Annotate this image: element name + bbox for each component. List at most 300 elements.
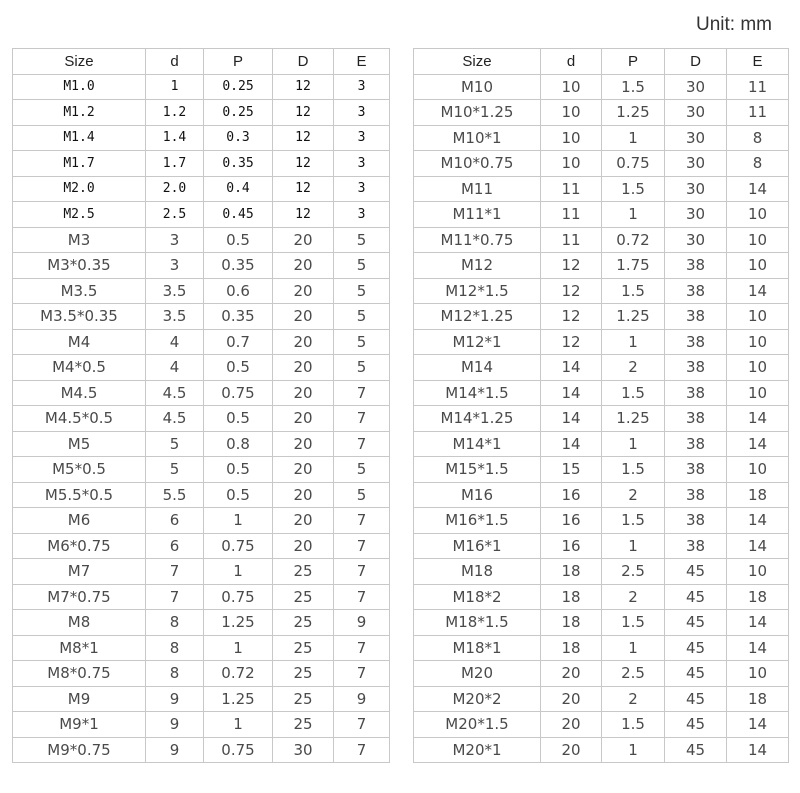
cell-size: M9 (13, 686, 146, 712)
unit-label: Unit: mm (696, 14, 772, 35)
cell-pitch: 0.25 (204, 100, 273, 126)
cell-pitch: 2 (602, 482, 665, 508)
table-row (414, 125, 789, 151)
cell-outer-diameter: 30 (665, 125, 727, 151)
cell-pitch: 1.5 (602, 457, 665, 483)
cell-d: 5.5 (146, 482, 204, 508)
cell-outer-diameter: 38 (665, 457, 727, 483)
cell-d: 4 (146, 329, 204, 355)
cell-d: 10 (541, 74, 602, 100)
cell-outer-diameter: 45 (665, 635, 727, 661)
cell-d: 3 (146, 253, 204, 279)
cell-d: 10 (541, 125, 602, 151)
cell-d: 3 (146, 227, 204, 253)
cell-e: 14 (727, 610, 789, 636)
table-row (414, 686, 789, 712)
header-outer-diameter: D (273, 49, 334, 75)
cell-e: 3 (334, 100, 390, 126)
cell-pitch: 0.5 (204, 227, 273, 253)
table-row (13, 304, 390, 330)
cell-outer-diameter: 12 (273, 176, 334, 202)
cell-size: M18*1.5 (414, 610, 541, 636)
cell-pitch: 1.25 (602, 406, 665, 432)
cell-d: 2.0 (146, 176, 204, 202)
cell-d: 15 (541, 457, 602, 483)
cell-outer-diameter: 30 (665, 202, 727, 228)
table-row (414, 508, 789, 534)
cell-outer-diameter: 25 (273, 661, 334, 687)
table-row (414, 661, 789, 687)
table-row (414, 457, 789, 483)
cell-outer-diameter: 45 (665, 661, 727, 687)
cell-d: 9 (146, 712, 204, 738)
cell-size: M12*1.25 (414, 304, 541, 330)
header-e: E (334, 49, 390, 75)
cell-d: 10 (541, 100, 602, 126)
table-row (414, 278, 789, 304)
thread-spec-table-left (12, 48, 390, 763)
cell-e: 5 (334, 304, 390, 330)
table-row (13, 380, 390, 406)
cell-d: 11 (541, 227, 602, 253)
cell-pitch: 1 (602, 202, 665, 228)
cell-d: 8 (146, 610, 204, 636)
cell-pitch: 0.7 (204, 329, 273, 355)
cell-size: M10*0.75 (414, 151, 541, 177)
cell-e: 7 (334, 380, 390, 406)
cell-outer-diameter: 20 (273, 533, 334, 559)
cell-pitch: 1.5 (602, 610, 665, 636)
table-row (13, 227, 390, 253)
cell-size: M11*0.75 (414, 227, 541, 253)
cell-e: 10 (727, 227, 789, 253)
cell-d: 4.5 (146, 406, 204, 432)
cell-pitch: 0.6 (204, 278, 273, 304)
cell-size: M10 (414, 74, 541, 100)
cell-pitch: 0.35 (204, 304, 273, 330)
cell-e: 7 (334, 508, 390, 534)
cell-outer-diameter: 30 (273, 737, 334, 763)
cell-d: 11 (541, 176, 602, 202)
cell-e: 3 (334, 202, 390, 228)
cell-d: 8 (146, 635, 204, 661)
cell-size: M3.5 (13, 278, 146, 304)
cell-size: M2.5 (13, 202, 146, 228)
cell-e: 14 (727, 635, 789, 661)
table-row (13, 737, 390, 763)
cell-outer-diameter: 25 (273, 712, 334, 738)
cell-pitch: 1.75 (602, 253, 665, 279)
cell-size: M1.2 (13, 100, 146, 126)
cell-outer-diameter: 38 (665, 355, 727, 381)
cell-e: 3 (334, 125, 390, 151)
cell-d: 5 (146, 431, 204, 457)
cell-e: 7 (334, 737, 390, 763)
cell-outer-diameter: 20 (273, 355, 334, 381)
cell-pitch: 1.5 (602, 380, 665, 406)
cell-e: 3 (334, 151, 390, 177)
cell-pitch: 1 (602, 431, 665, 457)
table-row (414, 304, 789, 330)
cell-e: 10 (727, 559, 789, 585)
cell-outer-diameter: 38 (665, 329, 727, 355)
cell-size: M10*1 (414, 125, 541, 151)
table-row (13, 661, 390, 687)
cell-size: M4.5 (13, 380, 146, 406)
table-row (414, 151, 789, 177)
table-row (414, 253, 789, 279)
cell-d: 20 (541, 737, 602, 763)
cell-pitch: 0.8 (204, 431, 273, 457)
cell-pitch: 0.4 (204, 176, 273, 202)
cell-size: M16 (414, 482, 541, 508)
cell-e: 7 (334, 584, 390, 610)
cell-pitch: 1.25 (204, 686, 273, 712)
cell-outer-diameter: 38 (665, 406, 727, 432)
cell-outer-diameter: 20 (273, 253, 334, 279)
cell-outer-diameter: 25 (273, 686, 334, 712)
table-row (13, 533, 390, 559)
table-row (414, 712, 789, 738)
cell-outer-diameter: 45 (665, 559, 727, 585)
cell-e: 7 (334, 712, 390, 738)
cell-pitch: 1 (602, 329, 665, 355)
table-row (13, 74, 390, 100)
cell-size: M7*0.75 (13, 584, 146, 610)
cell-size: M5 (13, 431, 146, 457)
cell-outer-diameter: 12 (273, 125, 334, 151)
cell-e: 5 (334, 227, 390, 253)
cell-outer-diameter: 20 (273, 227, 334, 253)
cell-e: 10 (727, 304, 789, 330)
cell-e: 7 (334, 635, 390, 661)
header-pitch: P (204, 49, 273, 75)
cell-pitch: 0.75 (204, 584, 273, 610)
cell-d: 20 (541, 712, 602, 738)
cell-pitch: 0.5 (204, 482, 273, 508)
cell-e: 7 (334, 533, 390, 559)
cell-outer-diameter: 38 (665, 431, 727, 457)
cell-pitch: 2.5 (602, 661, 665, 687)
cell-outer-diameter: 20 (273, 380, 334, 406)
cell-outer-diameter: 38 (665, 278, 727, 304)
cell-e: 14 (727, 431, 789, 457)
cell-outer-diameter: 45 (665, 737, 727, 763)
cell-e: 10 (727, 457, 789, 483)
table-row (13, 482, 390, 508)
cell-d: 18 (541, 635, 602, 661)
header-row (414, 49, 789, 75)
cell-pitch: 2 (602, 686, 665, 712)
cell-outer-diameter: 20 (273, 329, 334, 355)
cell-size: M8*0.75 (13, 661, 146, 687)
table-row (414, 559, 789, 585)
cell-d: 9 (146, 686, 204, 712)
cell-e: 14 (727, 712, 789, 738)
cell-d: 6 (146, 533, 204, 559)
cell-pitch: 1 (204, 508, 273, 534)
cell-outer-diameter: 45 (665, 610, 727, 636)
cell-e: 14 (727, 176, 789, 202)
cell-d: 20 (541, 661, 602, 687)
cell-e: 18 (727, 686, 789, 712)
cell-outer-diameter: 38 (665, 253, 727, 279)
cell-d: 6 (146, 508, 204, 534)
cell-outer-diameter: 12 (273, 74, 334, 100)
cell-e: 14 (727, 737, 789, 763)
cell-size: M3*0.35 (13, 253, 146, 279)
table-row (414, 406, 789, 432)
cell-e: 10 (727, 253, 789, 279)
cell-outer-diameter: 20 (273, 508, 334, 534)
cell-pitch: 2.5 (602, 559, 665, 585)
table-row (13, 406, 390, 432)
cell-e: 10 (727, 329, 789, 355)
cell-outer-diameter: 12 (273, 202, 334, 228)
table-row (13, 100, 390, 126)
cell-pitch: 0.35 (204, 253, 273, 279)
table-row (414, 737, 789, 763)
cell-outer-diameter: 30 (665, 227, 727, 253)
cell-outer-diameter: 30 (665, 151, 727, 177)
cell-e: 14 (727, 406, 789, 432)
cell-e: 18 (727, 584, 789, 610)
header-row (13, 49, 390, 75)
cell-e: 5 (334, 253, 390, 279)
table-row (414, 329, 789, 355)
cell-d: 10 (541, 151, 602, 177)
table-row (13, 635, 390, 661)
cell-e: 10 (727, 355, 789, 381)
cell-e: 5 (334, 457, 390, 483)
thread-spec-table-right (413, 48, 789, 763)
cell-e: 8 (727, 151, 789, 177)
cell-d: 2.5 (146, 202, 204, 228)
cell-size: M10*1.25 (414, 100, 541, 126)
cell-pitch: 0.75 (204, 380, 273, 406)
cell-size: M1.4 (13, 125, 146, 151)
cell-e: 3 (334, 74, 390, 100)
cell-size: M12*1 (414, 329, 541, 355)
cell-pitch: 1 (204, 635, 273, 661)
cell-d: 1.4 (146, 125, 204, 151)
cell-pitch: 0.72 (204, 661, 273, 687)
cell-pitch: 0.75 (204, 737, 273, 763)
cell-size: M6*0.75 (13, 533, 146, 559)
cell-e: 9 (334, 610, 390, 636)
cell-d: 12 (541, 278, 602, 304)
cell-d: 16 (541, 482, 602, 508)
cell-e: 10 (727, 202, 789, 228)
cell-d: 12 (541, 304, 602, 330)
table-row (13, 508, 390, 534)
cell-d: 5 (146, 457, 204, 483)
cell-d: 7 (146, 584, 204, 610)
cell-pitch: 1.25 (602, 100, 665, 126)
cell-pitch: 0.3 (204, 125, 273, 151)
cell-size: M18 (414, 559, 541, 585)
cell-pitch: 1 (204, 712, 273, 738)
cell-size: M20*2 (414, 686, 541, 712)
cell-e: 14 (727, 508, 789, 534)
table-row (414, 176, 789, 202)
cell-size: M9*0.75 (13, 737, 146, 763)
table-row (414, 533, 789, 559)
table-row (13, 559, 390, 585)
cell-d: 16 (541, 508, 602, 534)
cell-size: M15*1.5 (414, 457, 541, 483)
cell-d: 11 (541, 202, 602, 228)
table-row (13, 176, 390, 202)
cell-e: 11 (727, 74, 789, 100)
table-row (414, 202, 789, 228)
cell-e: 7 (334, 661, 390, 687)
table-row (414, 431, 789, 457)
cell-size: M4 (13, 329, 146, 355)
cell-outer-diameter: 30 (665, 100, 727, 126)
cell-size: M11 (414, 176, 541, 202)
cell-e: 10 (727, 661, 789, 687)
header-size: Size (414, 49, 541, 75)
cell-size: M4*0.5 (13, 355, 146, 381)
cell-d: 3.5 (146, 278, 204, 304)
cell-pitch: 1.5 (602, 712, 665, 738)
table-row (13, 202, 390, 228)
table-row (13, 712, 390, 738)
cell-e: 7 (334, 431, 390, 457)
cell-pitch: 1.5 (602, 278, 665, 304)
cell-d: 4.5 (146, 380, 204, 406)
cell-size: M12 (414, 253, 541, 279)
cell-d: 1.7 (146, 151, 204, 177)
table-row (13, 151, 390, 177)
cell-pitch: 1.5 (602, 508, 665, 534)
cell-pitch: 1 (204, 559, 273, 585)
cell-outer-diameter: 25 (273, 559, 334, 585)
cell-outer-diameter: 25 (273, 635, 334, 661)
cell-d: 14 (541, 380, 602, 406)
cell-d: 14 (541, 406, 602, 432)
cell-d: 7 (146, 559, 204, 585)
table-row (13, 457, 390, 483)
cell-e: 5 (334, 355, 390, 381)
cell-pitch: 0.5 (204, 457, 273, 483)
cell-size: M14*1.25 (414, 406, 541, 432)
cell-size: M16*1 (414, 533, 541, 559)
cell-size: M2.0 (13, 176, 146, 202)
cell-outer-diameter: 45 (665, 686, 727, 712)
cell-d: 14 (541, 355, 602, 381)
cell-outer-diameter: 45 (665, 712, 727, 738)
cell-size: M5*0.5 (13, 457, 146, 483)
cell-size: M20*1 (414, 737, 541, 763)
cell-size: M14*1.5 (414, 380, 541, 406)
cell-pitch: 0.5 (204, 355, 273, 381)
cell-pitch: 1 (602, 737, 665, 763)
cell-size: M20 (414, 661, 541, 687)
cell-pitch: 1.25 (602, 304, 665, 330)
cell-pitch: 0.45 (204, 202, 273, 228)
cell-d: 1 (146, 74, 204, 100)
table-row (13, 355, 390, 381)
table-row (13, 431, 390, 457)
cell-size: M11*1 (414, 202, 541, 228)
cell-outer-diameter: 45 (665, 584, 727, 610)
cell-size: M9*1 (13, 712, 146, 738)
table-row (414, 74, 789, 100)
cell-pitch: 0.75 (602, 151, 665, 177)
header-e: E (727, 49, 789, 75)
table-row (414, 482, 789, 508)
cell-e: 5 (334, 482, 390, 508)
cell-pitch: 1.5 (602, 176, 665, 202)
table-row (414, 584, 789, 610)
table-row (13, 686, 390, 712)
cell-pitch: 1.5 (602, 74, 665, 100)
table-row (13, 329, 390, 355)
cell-d: 9 (146, 737, 204, 763)
cell-d: 18 (541, 584, 602, 610)
cell-outer-diameter: 20 (273, 431, 334, 457)
header-pitch: P (602, 49, 665, 75)
cell-size: M6 (13, 508, 146, 534)
cell-outer-diameter: 30 (665, 74, 727, 100)
cell-pitch: 2 (602, 584, 665, 610)
cell-pitch: 1 (602, 635, 665, 661)
cell-outer-diameter: 20 (273, 406, 334, 432)
cell-d: 20 (541, 686, 602, 712)
cell-size: M1.7 (13, 151, 146, 177)
cell-d: 18 (541, 610, 602, 636)
cell-d: 14 (541, 431, 602, 457)
cell-size: M20*1.5 (414, 712, 541, 738)
cell-size: M3 (13, 227, 146, 253)
cell-pitch: 0.75 (204, 533, 273, 559)
cell-outer-diameter: 20 (273, 457, 334, 483)
header-size: Size (13, 49, 146, 75)
cell-size: M1.0 (13, 74, 146, 100)
cell-size: M14*1 (414, 431, 541, 457)
cell-outer-diameter: 12 (273, 151, 334, 177)
table-row (13, 253, 390, 279)
cell-pitch: 0.72 (602, 227, 665, 253)
cell-e: 10 (727, 380, 789, 406)
cell-e: 5 (334, 329, 390, 355)
cell-size: M16*1.5 (414, 508, 541, 534)
cell-pitch: 0.25 (204, 74, 273, 100)
header-outer-diameter: D (665, 49, 727, 75)
cell-outer-diameter: 12 (273, 100, 334, 126)
cell-outer-diameter: 38 (665, 482, 727, 508)
cell-outer-diameter: 38 (665, 304, 727, 330)
cell-e: 7 (334, 406, 390, 432)
cell-e: 14 (727, 533, 789, 559)
cell-d: 12 (541, 329, 602, 355)
cell-pitch: 1.25 (204, 610, 273, 636)
cell-pitch: 1 (602, 533, 665, 559)
table-row (414, 355, 789, 381)
cell-size: M7 (13, 559, 146, 585)
header-d: d (541, 49, 602, 75)
cell-outer-diameter: 20 (273, 482, 334, 508)
cell-size: M14 (414, 355, 541, 381)
cell-d: 1.2 (146, 100, 204, 126)
cell-d: 16 (541, 533, 602, 559)
cell-size: M18*1 (414, 635, 541, 661)
cell-d: 12 (541, 253, 602, 279)
table-row (13, 278, 390, 304)
cell-size: M12*1.5 (414, 278, 541, 304)
